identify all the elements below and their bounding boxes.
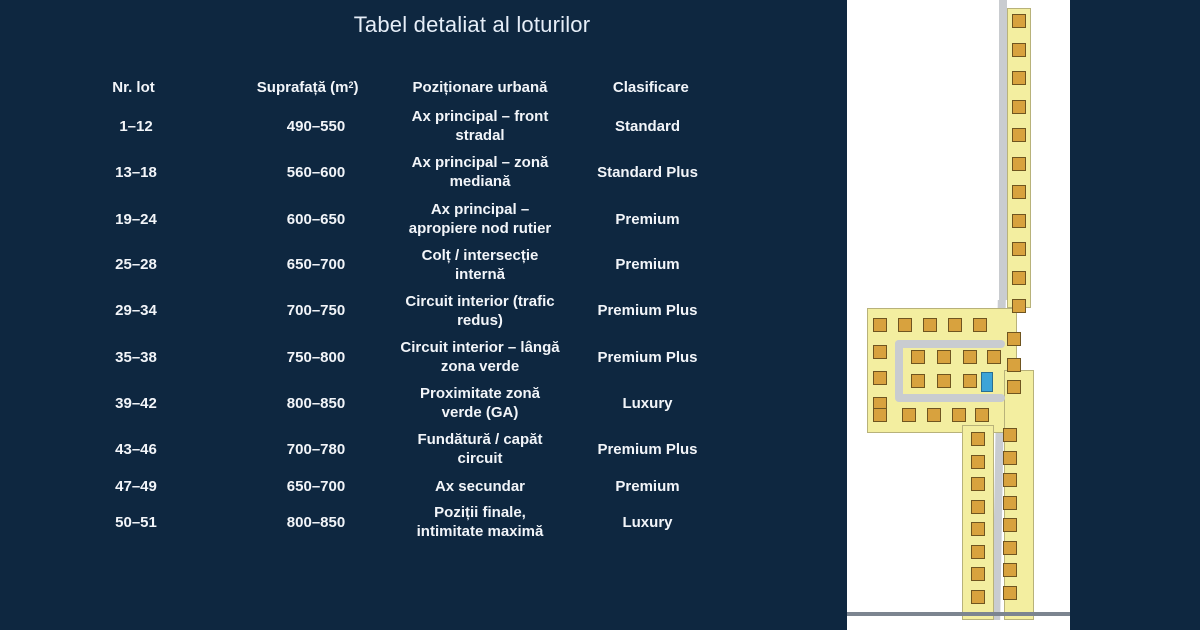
cell-class: Premium [615, 256, 680, 273]
house-icon [898, 318, 912, 332]
table-row [60, 104, 750, 148]
cell-area: 800–850 [286, 394, 346, 412]
house-icon [1003, 496, 1017, 510]
house-icon [971, 590, 985, 604]
table-row [60, 426, 750, 472]
house-icon [975, 408, 989, 422]
cell-class: Premium [615, 477, 680, 495]
cell-lot: 1–12 [119, 117, 153, 135]
table-row [60, 242, 750, 287]
house-icon [937, 374, 951, 388]
cell-area: 490–550 [286, 117, 346, 135]
cell-lot: 39–42 [115, 394, 157, 412]
cell-lot: 19–24 [115, 210, 157, 228]
house-icon [971, 522, 985, 536]
table-header [60, 70, 750, 104]
table-row [60, 472, 750, 500]
table-row [60, 287, 750, 334]
cell-position: Circuit interior – lângă zona verde [400, 339, 560, 375]
house-icon [963, 350, 977, 364]
cell-position: Fundătură / capăt circuit [417, 431, 543, 467]
house-icon [1003, 586, 1017, 600]
header-area: Suprafață $(m^2)$ [256, 78, 359, 96]
house-icon [1012, 71, 1026, 85]
cell-lot: 13–18 [115, 163, 157, 181]
house-icon [1012, 14, 1026, 28]
table-row [60, 334, 750, 380]
cell-position: Ax principal – apropiere nod rutier [408, 201, 552, 237]
cell-lot: 25–28 [115, 256, 157, 273]
house-icon [873, 371, 887, 385]
house-icon [1012, 128, 1026, 142]
house-icon [1003, 518, 1017, 532]
cell-class: Premium Plus [597, 440, 698, 458]
house-icon [1003, 541, 1017, 555]
cell-area: 600–650 [286, 210, 346, 228]
house-icon [1007, 380, 1021, 394]
house-icon [873, 408, 887, 422]
cell-area: 700–780 [286, 440, 346, 458]
house-icon [873, 345, 887, 359]
cell-area: 800–850 [286, 513, 346, 531]
house-icon [971, 500, 985, 514]
table-row [60, 380, 750, 426]
cell-position: Circuit interior (trafic redus) [405, 292, 555, 329]
cell-position: Ax principal – zonă mediană [411, 154, 549, 190]
lots-table [60, 70, 750, 544]
house-icon [1012, 214, 1026, 228]
house-icon [971, 567, 985, 581]
house-icon [902, 408, 916, 422]
cell-class: Luxury [622, 394, 673, 412]
header-position: Poziționare urbană [412, 78, 548, 96]
cell-position: Poziții finale, intimitate maximă [416, 504, 544, 540]
table-row [60, 500, 750, 544]
house-icon [971, 432, 985, 446]
house-icon [971, 455, 985, 469]
header-lot: Nr. lot [112, 78, 155, 96]
cell-lot: 43–46 [115, 440, 157, 458]
house-icon [987, 350, 1001, 364]
cell-position: Ax principal – front stradal [411, 108, 549, 144]
house-icon [937, 350, 951, 364]
cell-lot: 50–51 [115, 513, 157, 531]
house-icon [1012, 100, 1026, 114]
cell-position: Colț / intersecție internă [421, 246, 539, 283]
house-icon [1012, 43, 1026, 57]
cell-class: Luxury [622, 513, 673, 531]
house-icon [1012, 242, 1026, 256]
house-icon [1003, 451, 1017, 465]
cell-class: Premium Plus [597, 302, 698, 319]
house-icon [927, 408, 941, 422]
cell-area: 750–800 [286, 348, 346, 366]
house-icon [963, 374, 977, 388]
house-icon [1003, 428, 1017, 442]
cell-class: Premium [615, 210, 680, 228]
house-icon [1012, 271, 1026, 285]
page-title: Tabel detaliat al loturilor [353, 12, 591, 37]
house-icon [1003, 473, 1017, 487]
house-icon [1003, 563, 1017, 577]
cell-lot: 35–38 [115, 348, 157, 366]
cell-position: Ax secundar [434, 477, 526, 495]
house-icon [971, 545, 985, 559]
house-icon [1012, 299, 1026, 313]
cell-class: Standard [614, 117, 680, 135]
house-icon [973, 318, 987, 332]
house-icon [1007, 358, 1021, 372]
house-icon [971, 477, 985, 491]
house-icon [948, 318, 962, 332]
table-row [60, 148, 750, 196]
cell-lot: 29–34 [115, 302, 157, 319]
cell-lot: 47–49 [115, 477, 157, 495]
house-icon [911, 350, 925, 364]
cell-area: 650–700 [286, 477, 346, 495]
house-icon [911, 374, 925, 388]
cell-area: 560–600 [286, 163, 346, 181]
table-row [60, 196, 750, 242]
cell-position: Proximitate zonă verde (GA) [419, 385, 541, 421]
house-icon [1007, 332, 1021, 346]
cell-class: Premium Plus [597, 348, 698, 366]
cell-area: 700–750 [286, 302, 346, 319]
header-class: Clasificare [612, 78, 689, 96]
house-icon [1012, 157, 1026, 171]
site-plan-image [847, 0, 1070, 630]
house-icon [873, 318, 887, 332]
cell-class: Standard Plus [597, 163, 698, 181]
house-icon [923, 318, 937, 332]
house-icon [1012, 185, 1026, 199]
cell-area: 650–700 [286, 256, 346, 273]
house-icon [952, 408, 966, 422]
